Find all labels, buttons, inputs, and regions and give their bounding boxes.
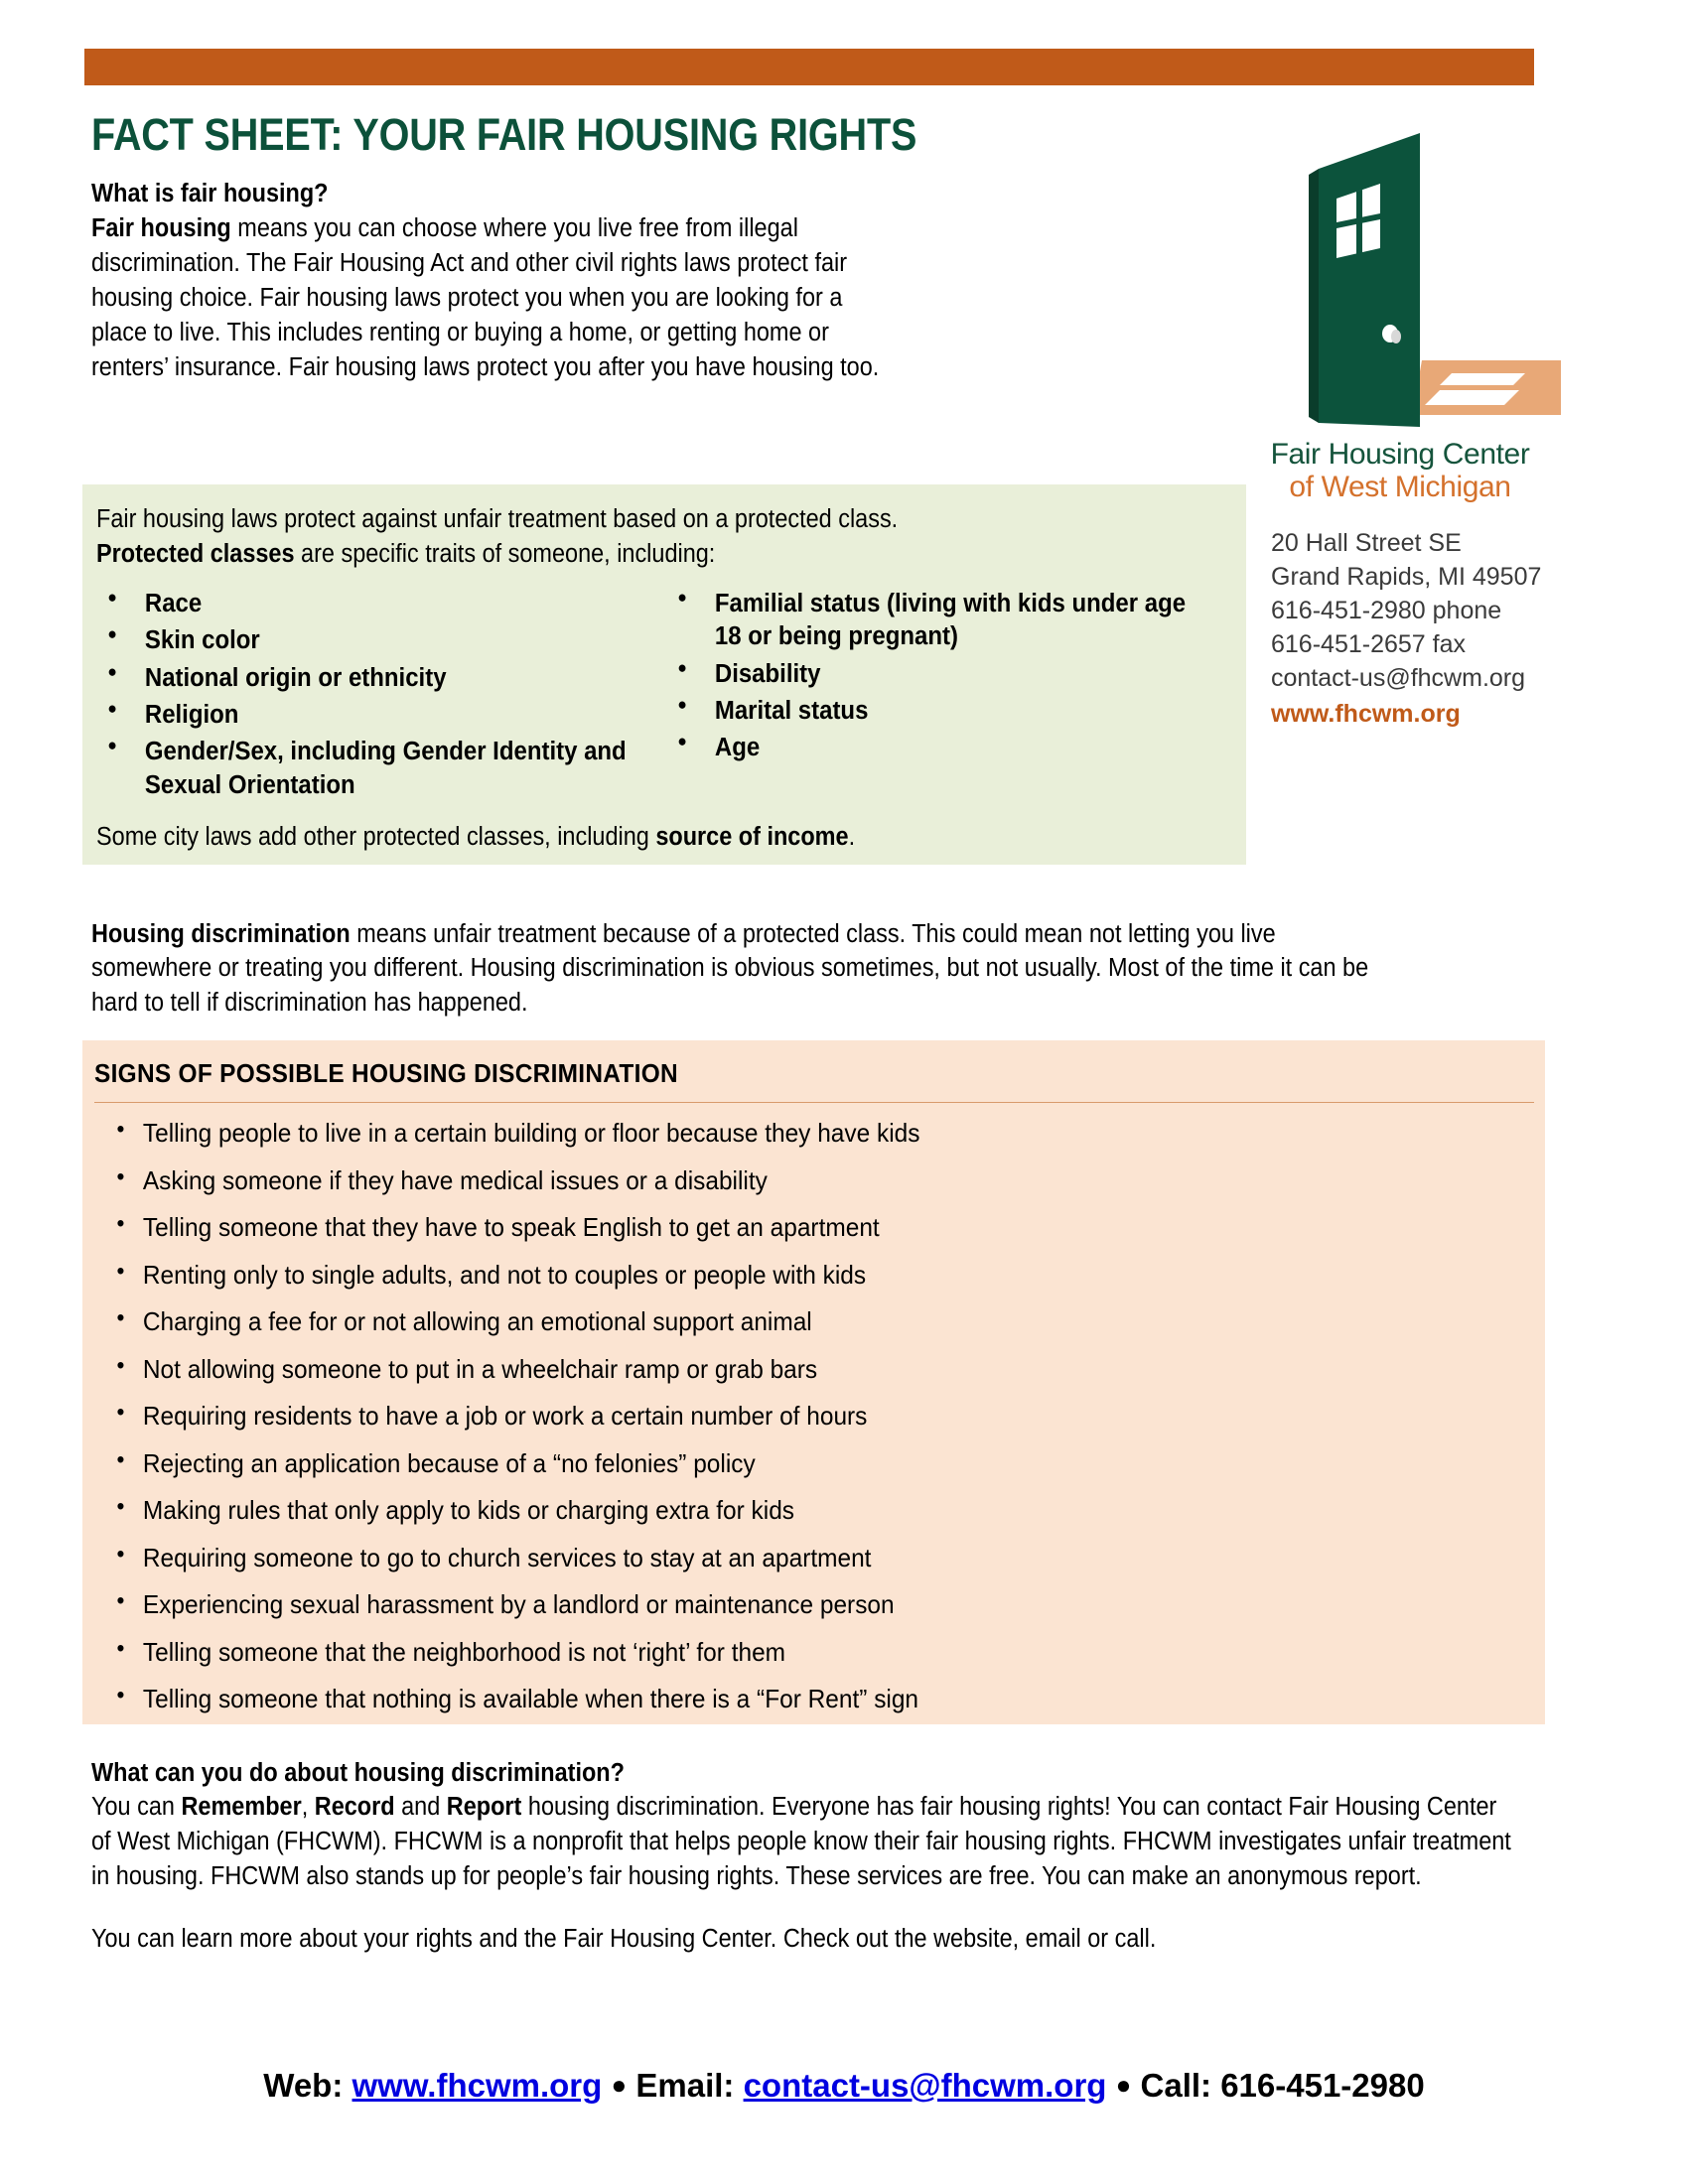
list-item: • Asking someone if they have medical issues or a disability	[94, 1167, 1449, 1193]
list-item: • Charging a fee for or not allowing an emotional support animal	[94, 1308, 1449, 1334]
discrimination-body-text: means unfair treatment because of a protected class. This could mean not letting you live somewhere or treating you different. Housing discrimination is obvious sometimes, but not usually. Most of the time it can be hard to tell if discrimination has happened.	[91, 919, 1369, 1018]
protected-classes-lead-rest: are specific traits of someone, including:	[294, 539, 716, 568]
footer-separator-dot-2: ●	[1115, 2070, 1132, 2100]
intro-lead-bold: Fair housing	[91, 214, 231, 243]
list-item: ● National origin or ethnicity	[96, 662, 633, 695]
footer-email-label: Email:	[627, 2067, 744, 2104]
wcyd-part-d: and	[394, 1793, 447, 1821]
protected-classes-column-right	[666, 588, 1236, 806]
contact-fax: 616-451-2657 fax	[1271, 630, 1466, 658]
intro-body-text: means you can choose where you live free from illegal discrimination. The Fair Housing Act and other civil rights laws protect fair housing choice. Fair housing laws protect you when you are looking for a place to live. This includes renting or buying a home, or getting home or renters’ insurance. Fair housing laws protect you after you have housing too.	[91, 214, 880, 381]
wcyd-part-e: housing discrimination. Everyone has fair housing rights! You can contact Fair Housing Center of West Michigan (FHCWM). FHCWM is a nonprofit that helps people know their fair housing rights. FHCWM investigates unfair treatment in housing. FHCWM also stands up for people’s fair housing rights. These services are free. You can make an anonymous report.	[91, 1793, 1511, 1890]
page-title: FACT SHEET: YOUR FAIR HOUSING RIGHTS	[91, 109, 917, 160]
list-item: ● Race	[96, 588, 633, 620]
list-item: • Making rules that only apply to kids or charging extra for kids	[94, 1497, 1449, 1523]
wcyd-bold-record: Record	[314, 1793, 395, 1821]
light-pane-lower	[1425, 390, 1519, 405]
list-item: • Rejecting an application because of a “no felonies” policy	[94, 1450, 1449, 1476]
contact-address-line-2: Grand Rapids, MI 49507	[1271, 563, 1542, 591]
footnote-bold: source of income	[655, 823, 849, 852]
org-name-line-1: Fair Housing Center	[1270, 438, 1530, 471]
signs-list	[94, 1120, 1535, 1733]
section-heading-what-can-you-do: What can you do about housing discrimination?	[91, 1759, 625, 1787]
door-light-wedge	[1412, 360, 1561, 415]
housing-discrimination-paragraph	[91, 917, 1398, 1022]
list-item: • Telling people to live in a certain building or floor because they have kids	[94, 1120, 1449, 1146]
protected-classes-box	[82, 484, 1246, 865]
wcyd-bold-remember: Remember	[181, 1793, 302, 1821]
signs-box-heading: SIGNS OF POSSIBLE HOUSING DISCRIMINATION	[94, 1058, 678, 1088]
what-can-you-do-section	[91, 1759, 1521, 1957]
protected-classes-list-left	[96, 588, 666, 802]
light-pane-upper	[1440, 373, 1525, 385]
list-item: ● Religion	[96, 699, 633, 732]
door-face	[1319, 133, 1420, 427]
learn-more-paragraph: You can learn more about your rights and the Fair Housing Center. Check out the website, email or call.	[91, 1924, 1157, 1953]
fhcwm-logo	[1263, 107, 1561, 435]
footnote-prefix: Some city laws add other protected classes, including	[96, 823, 656, 852]
protected-classes-column-left	[96, 588, 666, 806]
list-item: ● Marital status	[666, 695, 1202, 728]
footer-contact-bar	[0, 2067, 1688, 2105]
wcyd-part-a: You can	[91, 1793, 182, 1821]
top-orange-banner	[84, 49, 1534, 85]
contact-website[interactable]: www.fhcwm.org	[1271, 700, 1461, 728]
list-item: • Telling someone that they have to speak English to get an apartment	[94, 1214, 1449, 1240]
list-item: • Telling someone that nothing is available when there is a “For Rent” sign	[94, 1686, 1449, 1711]
protected-classes-lead-line1: Fair housing laws protect against unfair treatment based on a protected class.	[96, 505, 899, 533]
contact-phone: 616-451-2980 phone	[1271, 597, 1502, 624]
org-name-line-2	[1263, 471, 1537, 505]
list-item: • Telling someone that the neighborhood is not ‘right’ for them	[94, 1639, 1449, 1665]
wcyd-part-c: ,	[301, 1793, 315, 1821]
footer-website-link[interactable]: www.fhcwm.org	[352, 2067, 603, 2104]
footer-web-label: Web:	[263, 2067, 352, 2104]
list-item: • Not allowing someone to put in a wheelchair ramp or grab bars	[94, 1356, 1449, 1382]
footer-call-label: Call: 616-451-2980	[1131, 2067, 1425, 2104]
protected-classes-list-right	[666, 588, 1236, 765]
what-can-you-do-paragraph	[91, 1790, 1521, 1894]
contact-address-line-1: 20 Hall Street SE	[1271, 529, 1462, 557]
main-content	[91, 111, 1251, 385]
protected-classes-inner	[96, 502, 1236, 855]
list-item: • Experiencing sexual harassment by a landlord or maintenance person	[94, 1591, 1449, 1617]
footer-separator-dot: ●	[611, 2070, 628, 2100]
contact-block	[1263, 526, 1561, 731]
list-item: • Renting only to single adults, and not to couples or people with kids	[94, 1262, 1449, 1288]
open-door-logo-icon	[1263, 107, 1561, 435]
footer-email-link[interactable]: contact-us@fhcwm.org	[743, 2067, 1107, 2104]
discrimination-lead-bold: Housing discrimination	[91, 919, 351, 948]
list-item: ● Gender/Sex, including Gender Identity and Sexual Orientation	[96, 736, 633, 802]
list-item: ● Familial status (living with kids under age 18 or being pregnant)	[666, 588, 1202, 654]
list-item: ● Skin color	[96, 624, 633, 657]
signs-of-discrimination-box	[82, 1040, 1545, 1724]
org-name-of: of	[1289, 470, 1322, 503]
signs-box-divider	[94, 1102, 1534, 1103]
protected-classes-footnote	[96, 820, 1236, 855]
doorknob-shadow	[1391, 330, 1401, 343]
protected-classes-columns	[96, 588, 1236, 806]
organization-name	[1263, 439, 1537, 504]
section-heading-what-is-fair-housing: What is fair housing?	[91, 180, 329, 208]
door-edge	[1309, 169, 1319, 423]
list-item: ● Age	[666, 732, 1202, 764]
protected-classes-lead-bold: Protected classes	[96, 539, 295, 568]
list-item: ● Disability	[666, 658, 1202, 691]
intro-paragraph	[91, 211, 896, 385]
list-item: • Requiring residents to have a job or work a certain number of hours	[94, 1403, 1449, 1429]
protected-classes-lead	[96, 502, 1236, 572]
org-name-west-michigan: West Michigan	[1321, 470, 1511, 503]
wcyd-bold-report: Report	[446, 1793, 522, 1821]
footnote-suffix: .	[848, 823, 856, 852]
organization-rail	[1263, 107, 1561, 731]
list-item: • Requiring someone to go to church services to stay at an apartment	[94, 1545, 1449, 1570]
contact-email: contact-us@fhcwm.org	[1271, 664, 1526, 692]
